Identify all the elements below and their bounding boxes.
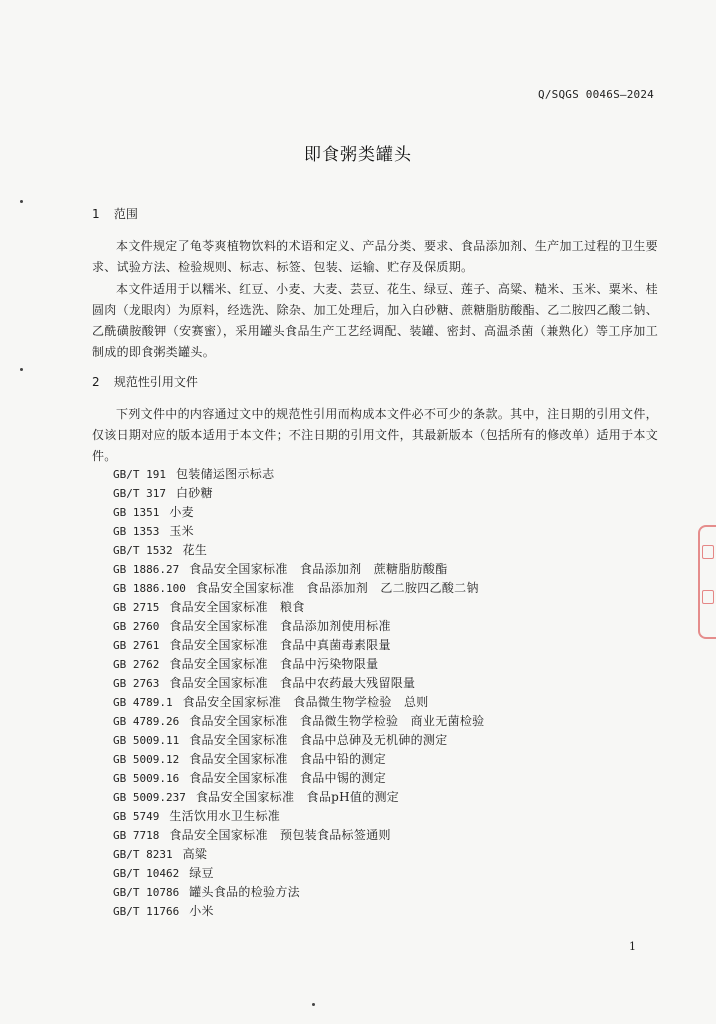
reference-item xyxy=(113,579,484,598)
reference-item xyxy=(113,826,484,845)
reference-item xyxy=(113,902,484,921)
reference-code: GB/T 1532 xyxy=(113,544,173,557)
reference-title: 食品安全国家标准 食品微生物学检验 总则 xyxy=(182,695,429,709)
reference-code: GB 1886.100 xyxy=(113,582,186,595)
reference-code: GB 5009.237 xyxy=(113,791,186,804)
reference-item xyxy=(113,465,484,484)
reference-item xyxy=(113,522,484,541)
reference-code: GB 2761 xyxy=(113,639,160,652)
reference-item xyxy=(113,560,484,579)
section-title: 范围 xyxy=(113,207,138,221)
reference-code: GB 2760 xyxy=(113,620,160,633)
reference-title: 包装储运图示标志 xyxy=(175,467,275,481)
reference-title: 玉米 xyxy=(169,524,194,538)
section-heading-scope xyxy=(92,205,138,222)
scan-dot xyxy=(20,200,23,203)
reference-title: 食品安全国家标准 食品pH值的测定 xyxy=(195,790,400,804)
section-title: 规范性引用文件 xyxy=(113,375,198,389)
reference-title: 食品安全国家标准 食品微生物学检验 商业无菌检验 xyxy=(189,714,485,728)
reference-title: 花生 xyxy=(182,543,208,557)
reference-code: GB 1886.27 xyxy=(113,563,180,576)
reference-title: 食品安全国家标准 粮食 xyxy=(169,600,305,614)
reference-code: GB 1353 xyxy=(113,525,160,538)
page-number: 1 xyxy=(629,940,636,953)
reference-item xyxy=(113,864,484,883)
reference-item xyxy=(113,788,484,807)
reference-code: GB/T 10786 xyxy=(113,886,180,899)
reference-code: GB/T 11766 xyxy=(113,905,180,918)
reference-title: 小米 xyxy=(189,904,214,918)
reference-code: GB/T 8231 xyxy=(113,848,173,861)
scan-dot xyxy=(20,368,23,371)
reference-code: GB 4789.1 xyxy=(113,696,173,709)
reference-code: GB 2762 xyxy=(113,658,160,671)
reference-item xyxy=(113,883,484,902)
reference-item xyxy=(113,484,484,503)
reference-item xyxy=(113,636,484,655)
reference-title: 食品安全国家标准 食品添加剂使用标准 xyxy=(169,619,391,633)
reference-code: GB/T 191 xyxy=(113,468,166,481)
reference-item xyxy=(113,655,484,674)
reference-code: GB 1351 xyxy=(113,506,160,519)
seal-stamp-glyph xyxy=(702,545,714,559)
reference-title: 食品安全国家标准 食品中锡的测定 xyxy=(189,771,387,785)
reference-list xyxy=(113,465,484,921)
reference-code: GB 5009.11 xyxy=(113,734,180,747)
scope-paragraph-2: 本文件适用于以糯米、红豆、小麦、大麦、芸豆、花生、绿豆、莲子、高粱、糙米、玉米、粟米、桂圆肉（龙眼肉）为原料，经选洗、除杂、加工处理后，加入白砂糖、蔗糖脂肪酸酯、乙二胺四乙酸二钠、乙酰磺胺酸钾（安赛蜜），采用罐头食品生产工艺经调配、装罐、密封、高温杀菌（兼熟化）等工序加工制成的即食粥类罐头。 xyxy=(92,282,658,359)
document-code: Q/SQGS 0046S—2024 xyxy=(538,88,654,101)
reference-title: 白砂糖 xyxy=(175,486,213,500)
reference-item xyxy=(113,845,484,864)
reference-item xyxy=(113,731,484,750)
reference-title: 食品安全国家标准 食品中真菌毒素限量 xyxy=(169,638,391,652)
seal-stamp-glyph xyxy=(702,590,714,604)
reference-code: GB/T 317 xyxy=(113,487,166,500)
reference-code: GB 5009.12 xyxy=(113,753,180,766)
reference-title: 高粱 xyxy=(182,847,208,861)
reference-item xyxy=(113,807,484,826)
reference-code: GB 2715 xyxy=(113,601,160,614)
reference-title: 食品安全国家标准 食品中铅的测定 xyxy=(189,752,387,766)
reference-item xyxy=(113,712,484,731)
reference-item xyxy=(113,750,484,769)
reference-title: 食品安全国家标准 食品添加剂 乙二胺四乙酸二钠 xyxy=(195,581,479,595)
reference-title: 食品安全国家标准 食品中污染物限量 xyxy=(169,657,379,671)
reference-title: 食品安全国家标准 食品添加剂 蔗糖脂肪酸酯 xyxy=(189,562,448,576)
reference-title: 绿豆 xyxy=(189,866,214,880)
reference-item xyxy=(113,503,484,522)
reference-code: GB 5009.16 xyxy=(113,772,180,785)
reference-code: GB/T 10462 xyxy=(113,867,180,880)
reference-item xyxy=(113,617,484,636)
reference-code: GB 7718 xyxy=(113,829,160,842)
scope-paragraph-1: 本文件规定了龟苓爽植物饮料的术语和定义、产品分类、要求、食品添加剂、生产加工过程的卫生要求、试验方法、检验规则、标志、标签、包装、运输、贮存及保质期。 xyxy=(92,239,658,274)
section-number: 2 xyxy=(92,375,100,389)
reference-title: 食品安全国家标准 食品中农药最大残留限量 xyxy=(169,676,416,690)
reference-code: GB 2763 xyxy=(113,677,160,690)
section-heading-normative-references xyxy=(92,373,198,390)
reference-item xyxy=(113,541,484,560)
reference-title: 食品安全国家标准 预包装食品标签通则 xyxy=(169,828,391,842)
document-title: 即食粥类罐头 xyxy=(304,145,412,165)
reference-title: 小麦 xyxy=(169,505,194,519)
reference-item xyxy=(113,674,484,693)
reference-title: 罐头食品的检验方法 xyxy=(189,885,300,899)
reference-item xyxy=(113,769,484,788)
seal-stamp-fragment xyxy=(698,525,716,639)
reference-code: GB 5749 xyxy=(113,810,160,823)
reference-title: 食品安全国家标准 食品中总砷及无机砷的测定 xyxy=(189,733,448,747)
reference-code: GB 4789.26 xyxy=(113,715,180,728)
reference-title: 生活饮用水卫生标准 xyxy=(169,809,281,823)
scan-dot xyxy=(312,1003,315,1006)
reference-item xyxy=(113,598,484,617)
references-intro-paragraph: 下列文件中的内容通过文中的规范性引用而构成本文件必不可少的条款。其中，注日期的引用文件，仅该日期对应的版本适用于本文件；不注日期的引用文件，其最新版本（包括所有的修改单）适用于本文件。 xyxy=(92,407,658,463)
reference-item xyxy=(113,693,484,712)
section-number: 1 xyxy=(92,207,100,221)
